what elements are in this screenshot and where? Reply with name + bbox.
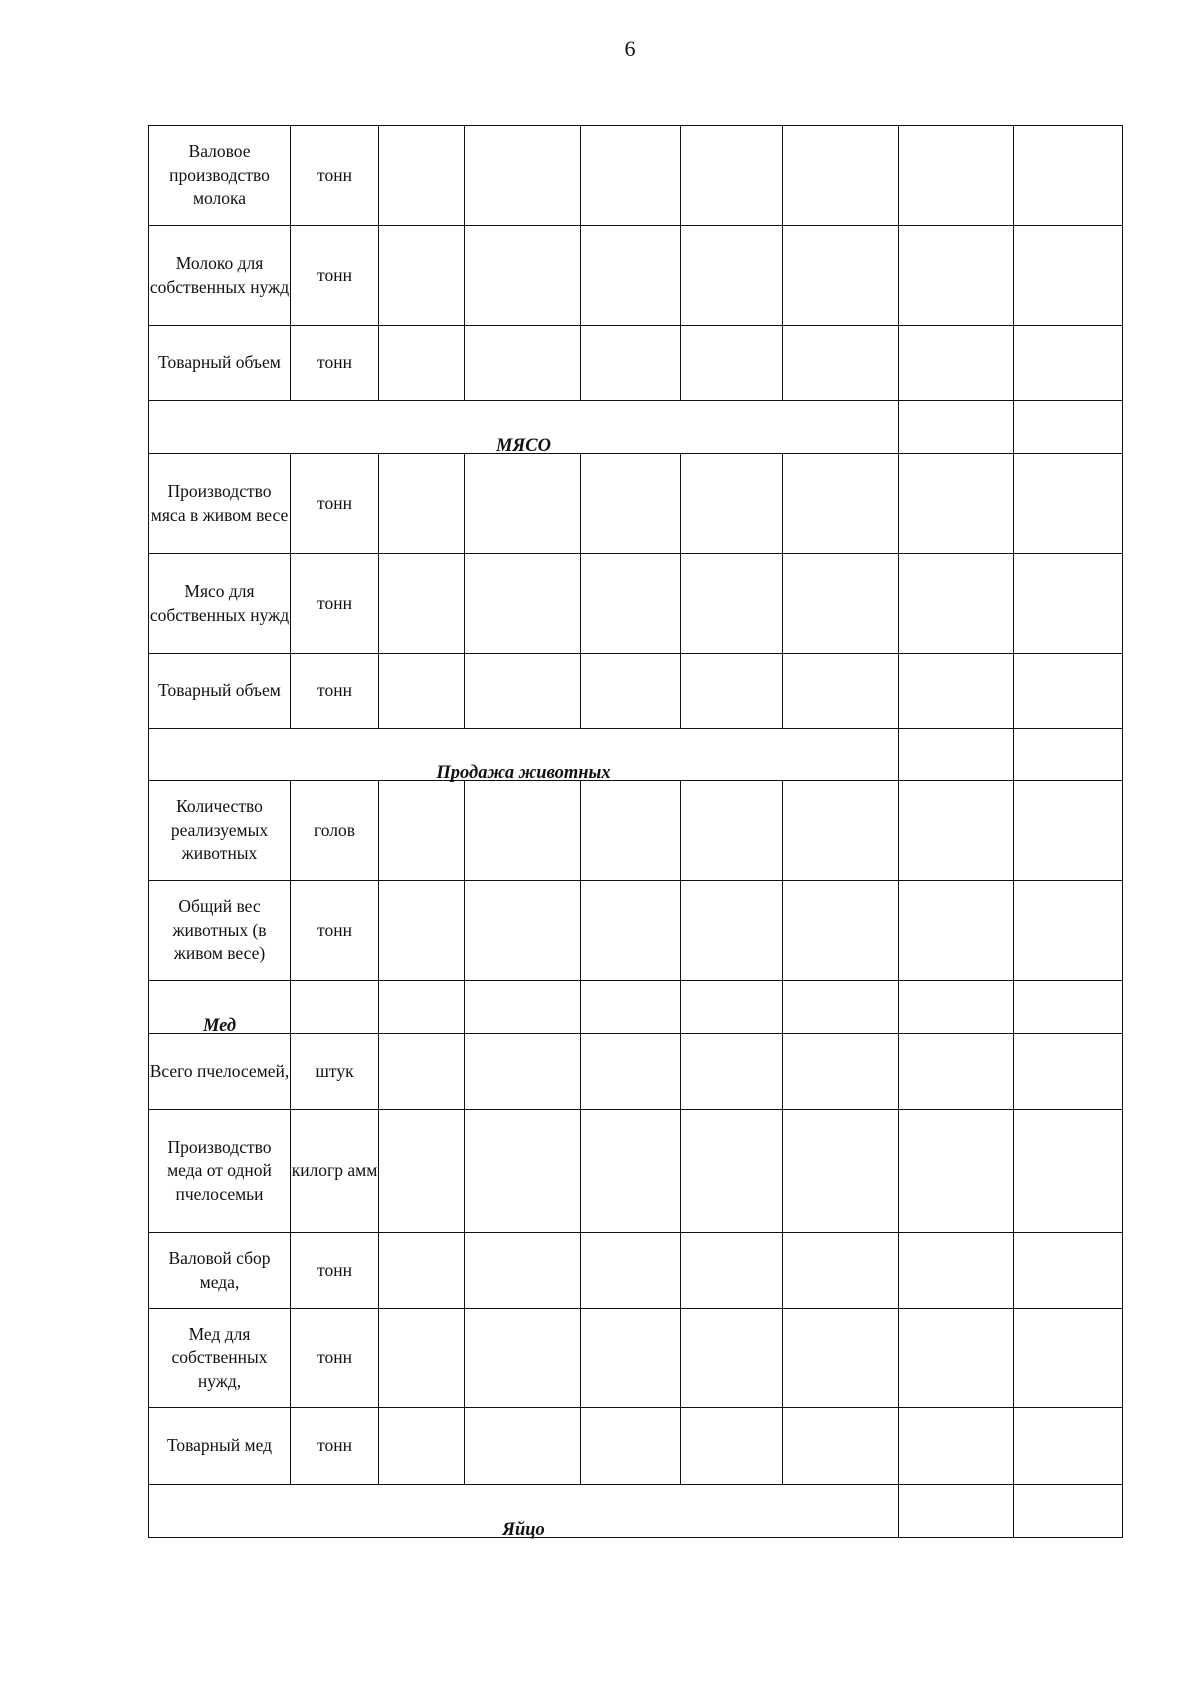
unit-cell: тонн	[291, 126, 379, 226]
data-cell[interactable]	[1014, 1034, 1123, 1110]
unit-cell: килогр амм	[291, 1110, 379, 1233]
table-row	[149, 1110, 1123, 1233]
unit-cell: тонн	[291, 1233, 379, 1309]
data-cell[interactable]	[681, 881, 783, 981]
data-cell[interactable]	[681, 1309, 783, 1408]
data-cell[interactable]	[783, 1233, 899, 1309]
data-cell[interactable]	[899, 781, 1014, 881]
data-cell[interactable]	[899, 554, 1014, 654]
data-cell[interactable]	[899, 981, 1014, 1034]
page-number: 6	[624, 36, 636, 61]
table-row	[149, 226, 1123, 326]
data-cell[interactable]	[465, 554, 581, 654]
data-cell[interactable]	[379, 1110, 465, 1233]
table-row	[149, 881, 1123, 981]
data-cell[interactable]	[681, 981, 783, 1034]
data-cell[interactable]	[899, 454, 1014, 554]
unit-cell: тонн	[291, 1408, 379, 1485]
data-cell[interactable]	[465, 126, 581, 226]
row-label: Товарный мед	[149, 1408, 291, 1485]
data-cell[interactable]	[783, 1110, 899, 1233]
section-row	[149, 729, 1123, 781]
unit-cell: тонн	[291, 1309, 379, 1408]
data-cell[interactable]	[783, 981, 899, 1034]
data-cell[interactable]	[1014, 1485, 1123, 1538]
data-cell[interactable]	[783, 326, 899, 401]
data-cell[interactable]	[465, 1309, 581, 1408]
data-cell[interactable]	[1014, 326, 1123, 401]
unit-cell: тонн	[291, 226, 379, 326]
data-cell[interactable]	[465, 1408, 581, 1485]
data-cell[interactable]	[379, 1034, 465, 1110]
section-row	[149, 401, 1123, 454]
data-cell[interactable]	[783, 1034, 899, 1110]
data-cell[interactable]	[1014, 454, 1123, 554]
section-row	[149, 1485, 1123, 1538]
data-cell[interactable]	[465, 981, 581, 1034]
row-label: Мясо для собственных нужд	[149, 554, 291, 654]
table-row	[149, 454, 1123, 554]
data-cell[interactable]	[465, 881, 581, 981]
data-cell[interactable]	[681, 1034, 783, 1110]
data-cell[interactable]	[465, 654, 581, 729]
data-cell[interactable]	[783, 226, 899, 326]
data-cell[interactable]	[581, 781, 681, 881]
data-cell[interactable]	[379, 226, 465, 326]
data-cell[interactable]	[581, 226, 681, 326]
row-label: Производство мяса в живом весе	[149, 454, 291, 554]
row-label: Количество реализуемых животных	[149, 781, 291, 881]
data-cell[interactable]	[379, 126, 465, 226]
data-cell[interactable]	[681, 1233, 783, 1309]
data-cell[interactable]	[379, 554, 465, 654]
data-cell[interactable]	[899, 226, 1014, 326]
row-label: Всего пчелосемей,	[149, 1034, 291, 1110]
section-title-honey: Мед	[149, 981, 291, 1034]
row-label: Молоко для собственных нужд	[149, 226, 291, 326]
data-cell[interactable]	[581, 554, 681, 654]
table-row	[149, 1408, 1123, 1485]
data-cell[interactable]	[783, 1408, 899, 1485]
data-cell[interactable]	[783, 126, 899, 226]
section-title-animal-sales: Продажа животных	[149, 729, 899, 781]
data-cell[interactable]	[379, 326, 465, 401]
data-cell[interactable]	[581, 326, 681, 401]
data-cell[interactable]	[681, 454, 783, 554]
data-cell[interactable]	[379, 1309, 465, 1408]
row-label: Валовое производство молока	[149, 126, 291, 226]
production-table	[148, 125, 1123, 1541]
data-cell[interactable]	[379, 454, 465, 554]
data-cell[interactable]	[681, 326, 783, 401]
unit-cell: штук	[291, 1034, 379, 1110]
data-cell[interactable]	[581, 1408, 681, 1485]
data-cell[interactable]	[899, 126, 1014, 226]
data-cell[interactable]	[899, 1485, 1014, 1538]
unit-cell: тонн	[291, 654, 379, 729]
unit-cell: тонн	[291, 454, 379, 554]
data-cell[interactable]	[1014, 654, 1123, 729]
section-title-eggs: Яйцо	[149, 1485, 899, 1538]
data-cell[interactable]	[1014, 1233, 1123, 1309]
data-cell[interactable]	[379, 654, 465, 729]
data-cell[interactable]	[899, 401, 1014, 454]
table-row	[149, 781, 1123, 881]
data-cell[interactable]	[1014, 1408, 1123, 1485]
section-row	[149, 981, 1123, 1034]
row-label: Производство меда от одной пчелосемьи	[149, 1110, 291, 1233]
data-cell[interactable]	[465, 1233, 581, 1309]
data-cell[interactable]	[581, 1110, 681, 1233]
data-cell[interactable]	[581, 454, 681, 554]
data-cell[interactable]	[899, 1034, 1014, 1110]
data-cell[interactable]	[379, 781, 465, 881]
data-cell[interactable]	[899, 1309, 1014, 1408]
table-row	[149, 654, 1123, 729]
data-cell[interactable]	[379, 981, 465, 1034]
row-label: Общий вес животных (в живом весе)	[149, 881, 291, 981]
table-row	[149, 1309, 1123, 1408]
data-cell[interactable]	[465, 454, 581, 554]
data-cell[interactable]	[783, 454, 899, 554]
row-label: Валовой сбор меда,	[149, 1233, 291, 1309]
data-cell[interactable]	[379, 1233, 465, 1309]
row-label: Товарный объем	[149, 654, 291, 729]
data-cell[interactable]	[899, 729, 1014, 781]
data-cell[interactable]	[899, 326, 1014, 401]
data-cell[interactable]	[1014, 981, 1123, 1034]
data-cell[interactable]	[581, 1034, 681, 1110]
row-label: Товарный объем	[149, 326, 291, 401]
data-cell[interactable]	[681, 654, 783, 729]
data-cell[interactable]	[581, 1233, 681, 1309]
data-cell[interactable]	[1014, 226, 1123, 326]
data-cell[interactable]	[1014, 1110, 1123, 1233]
data-cell[interactable]	[681, 226, 783, 326]
data-cell[interactable]	[783, 654, 899, 729]
unit-cell: тонн	[291, 881, 379, 981]
data-cell[interactable]	[1014, 126, 1123, 226]
table-row	[149, 126, 1123, 226]
data-cell[interactable]	[581, 126, 681, 226]
data-cell[interactable]	[581, 981, 681, 1034]
data-cell[interactable]	[1014, 729, 1123, 781]
data-cell[interactable]	[465, 326, 581, 401]
data-cell[interactable]	[681, 1110, 783, 1233]
table-row	[149, 1233, 1123, 1309]
data-cell[interactable]	[1014, 781, 1123, 881]
data-cell[interactable]	[899, 881, 1014, 981]
unit-cell: голов	[291, 781, 379, 881]
unit-cell: тонн	[291, 554, 379, 654]
data-cell[interactable]	[581, 881, 681, 981]
data-cell[interactable]	[681, 126, 783, 226]
data-cell[interactable]	[465, 226, 581, 326]
data-cell[interactable]	[783, 554, 899, 654]
data-cell[interactable]	[1014, 554, 1123, 654]
data-cell[interactable]	[581, 654, 681, 729]
data-cell[interactable]	[1014, 881, 1123, 981]
data-cell[interactable]	[783, 781, 899, 881]
table-row	[149, 554, 1123, 654]
data-cell[interactable]	[899, 1408, 1014, 1485]
data-cell[interactable]	[681, 554, 783, 654]
data-cell[interactable]	[1014, 1309, 1123, 1408]
data-cell[interactable]	[899, 1233, 1014, 1309]
data-cell[interactable]	[899, 654, 1014, 729]
data-cell[interactable]	[783, 1309, 899, 1408]
table-row	[149, 326, 1123, 401]
data-cell[interactable]	[379, 881, 465, 981]
unit-cell: тонн	[291, 326, 379, 401]
data-cell[interactable]	[783, 881, 899, 981]
data-cell[interactable]	[681, 781, 783, 881]
data-cell[interactable]	[899, 1110, 1014, 1233]
data-cell[interactable]	[681, 1408, 783, 1485]
data-cell[interactable]	[465, 1034, 581, 1110]
section-title-meat: МЯСО	[149, 401, 899, 454]
data-cell[interactable]	[581, 1309, 681, 1408]
row-label: Мед для собственных нужд,	[149, 1309, 291, 1408]
data-cell[interactable]	[379, 1408, 465, 1485]
table-row	[149, 1034, 1123, 1110]
data-cell[interactable]	[465, 1110, 581, 1233]
data-cell[interactable]	[465, 781, 581, 881]
data-cell[interactable]	[291, 981, 379, 1034]
data-cell[interactable]	[1014, 401, 1123, 454]
